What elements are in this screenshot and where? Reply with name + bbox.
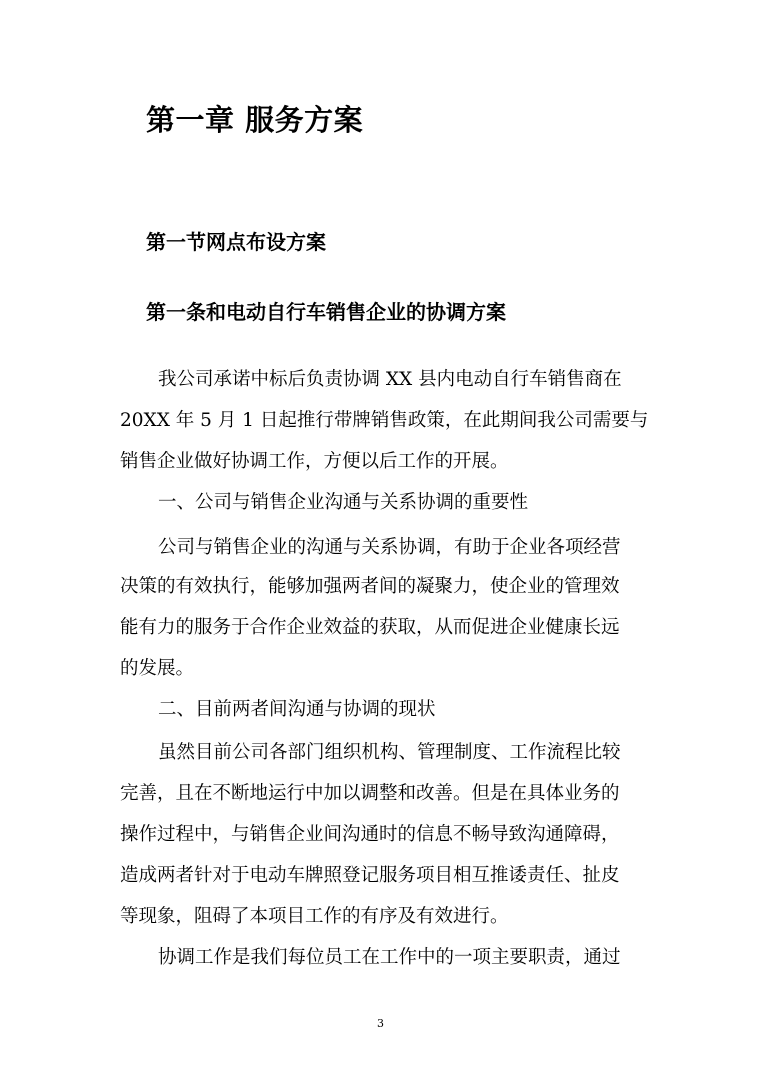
body-line: 决策的有效执行，能够加强两者间的凝聚力，使企业的管理效 xyxy=(120,576,620,597)
body-line: 协调工作是我们每位员工在工作中的一项主要职责，通过 xyxy=(158,947,621,968)
body-line: 能有力的服务于合作企业效益的获取，从而促进企业健康长远 xyxy=(120,617,620,638)
body-line: 造成两者针对于电动车牌照登记服务项目相互推诿责任、扯皮 xyxy=(120,865,620,886)
body-line: 完善，且在不断地运行中加以调整和改善。但是在具体业务的 xyxy=(120,783,620,804)
body-line: 销售企业做好协调工作，方便以后工作的开展。 xyxy=(120,451,509,472)
body-line: 操作过程中，与销售企业间沟通时的信息不畅导致沟通障碍， xyxy=(120,824,620,845)
chapter-title: 第一章 服务方案 xyxy=(146,103,364,137)
body-line: 等现象，阻碍了本项目工作的有序及有效进行。 xyxy=(120,906,509,927)
section-title: 第一节网点布设方案 xyxy=(146,230,326,254)
subheading-line: 二、目前两者间沟通与协调的现状 xyxy=(158,699,436,720)
body-line: 的发展。 xyxy=(120,658,195,679)
subheading-line: 一、公司与销售企业沟通与关系协调的重要性 xyxy=(158,492,529,513)
page-number: 3 xyxy=(377,1017,384,1030)
body-line: 20XX 年 5 月 1 日起推行带牌销售政策，在此期间我公司需要与 xyxy=(120,410,649,431)
body-line: 我公司承诺中标后负责协调 XX 县内电动自行车销售商在 xyxy=(158,369,622,390)
body-line: 虽然目前公司各部门组织机构、管理制度、工作流程比较 xyxy=(158,742,621,763)
article-title: 第一条和电动自行车销售企业的协调方案 xyxy=(146,300,506,324)
body-line: 公司与销售企业的沟通与关系协调，有助于企业各项经营 xyxy=(158,537,621,558)
